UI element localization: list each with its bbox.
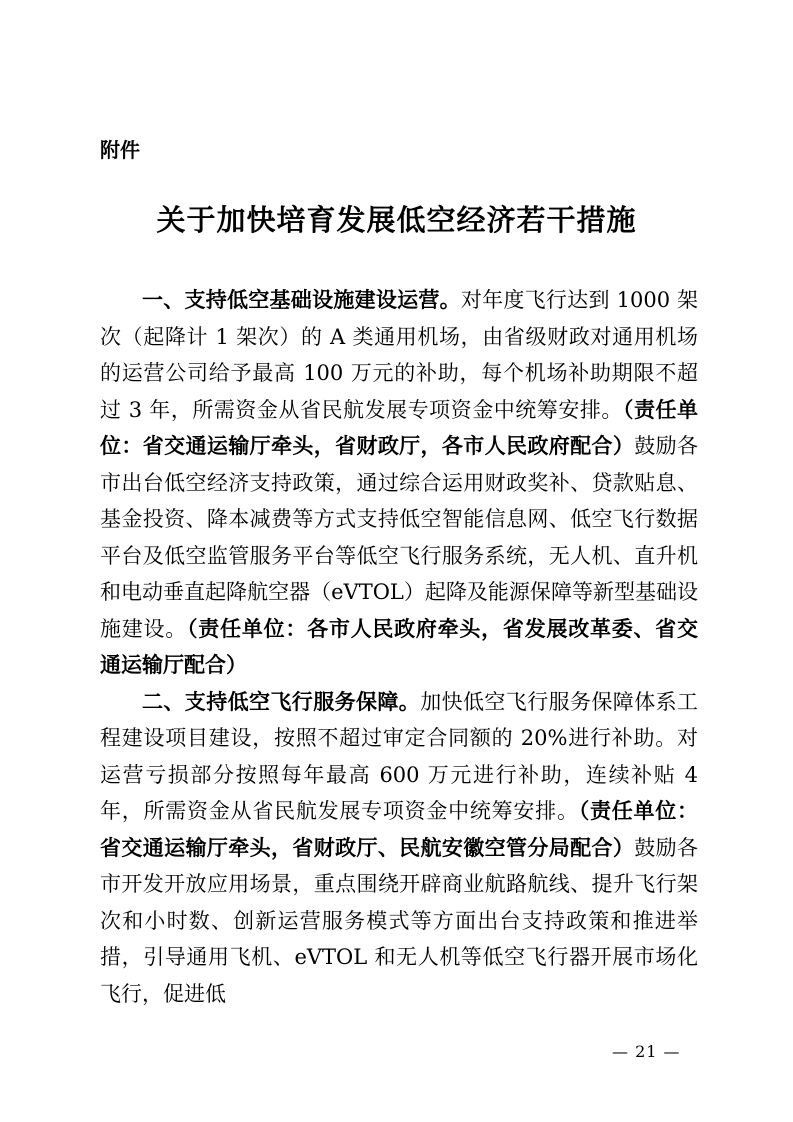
page-number: — 21 — bbox=[612, 1042, 681, 1061]
attachment-label: 附件 bbox=[100, 138, 140, 162]
section-1-paragraph bbox=[100, 282, 698, 684]
section-2-text-1: 加快低空飞行服务保障体系工程建设项目建设，按照不超过审定合同额的 20%进行补助。对运营亏损部分按照每年最高 600 万元进行补助，连续补贴 4 年，所需资金从省民航发展专项资金中统筹安排。 bbox=[100, 689, 699, 823]
section-2-text-2: 鼓励各市开发开放应用场景，重点围绕开辟商业航路航线、提升飞行架次和小时数、创新运营服务模式等方面出台支持政策和推进举措，引导通用飞机、eVTOL 和无人机等低空飞行器开展市场化飞行，促进低 bbox=[100, 835, 699, 1006]
section-1-text-2: 鼓励各市出台低空经济支持政策，通过综合运用财政奖补、贷款贴息、基金投资、降本减费等方式支持低空智能信息网、低空飞行数据平台及低空监管服务平台等低空飞行服务系统，无人机、直升机和电动垂直起降航空器（eVTOL）起降及能源保障等新型基础设施建设。 bbox=[100, 434, 699, 641]
section-1-heading: 一、支持低空基础设施建设运营。 bbox=[142, 288, 461, 312]
document-body bbox=[100, 282, 698, 1012]
section-2-paragraph bbox=[100, 684, 698, 1013]
section-1-responsibility-1: （责任单位：省交通运输厅牵头，省财政厅，各市人民政府配合） bbox=[100, 397, 699, 458]
document-title: 关于加快培育发展低空经济若干措施 bbox=[156, 203, 637, 237]
section-2-responsibility-1: （责任单位：省交通运输厅牵头，省财政厅、民航安徽空管分局配合） bbox=[100, 799, 698, 860]
section-1-responsibility-2: （责任单位：各市人民政府牵头，省发展改革委、省交通运输厅配合） bbox=[100, 616, 699, 677]
section-2-heading: 二、支持低空飞行服务保障。 bbox=[142, 689, 421, 714]
section-1-text-1: 对年度飞行达到 1000 架次（起降计 1 架次）的 A 类通用机场，由省级财政对通用机场的运营公司给予最高 100 万元的补助，每个机场补助期限不超过 3 年，所需资金从省民航发展专项资金中统筹安排。 bbox=[100, 288, 699, 422]
